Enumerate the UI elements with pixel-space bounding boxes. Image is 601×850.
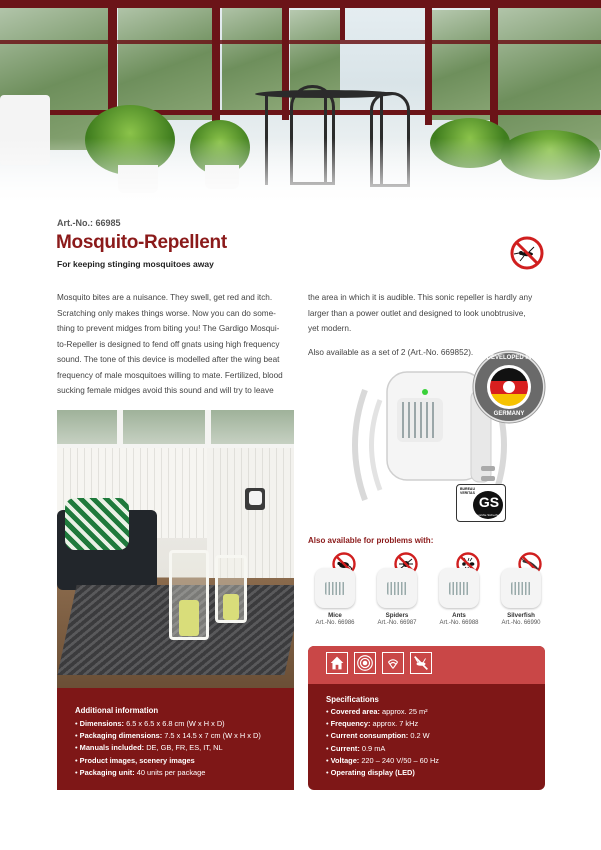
list-item: • Covered area: approx. 25 m²	[326, 707, 428, 716]
no-mosquito-icon	[410, 652, 432, 674]
also-available-heading: Also available for problems with:	[308, 536, 434, 545]
list-item: • Frequency: approx. 7 kHz	[326, 719, 419, 729]
cushion	[65, 498, 129, 550]
list-item: • Packaging unit: 40 units per package	[75, 767, 206, 777]
house-icon	[326, 652, 348, 674]
set-availability-note: Also available as a set of 2 (Art.-No. 669852).	[308, 348, 474, 357]
specifications-list	[326, 706, 439, 779]
list-item: • Packaging dimensions: 7.5 x 14.5 x 7 cm (W x H x D)	[75, 731, 261, 741]
feature-icon-bar	[308, 646, 545, 684]
list-item: • Current consumption: 0.2 W	[326, 731, 430, 741]
list-item: • Current: 0.9 mA	[326, 743, 386, 753]
related-product-ants[interactable]: Ants Art.-No. 66988	[432, 552, 486, 626]
no-mosquito-icon	[510, 236, 544, 270]
specifications-heading: Specifications	[326, 695, 379, 704]
specifications-box	[308, 646, 545, 790]
description-left: Mosquito bites are a nuisance. They swell, get red and itch. Scratching only makes things worse. Now you can do some- thing to prevent midges from biting you! The Gardigo Mosqui- to-Repeller is designed to fend off gnats using high frequency sound. The tone of this device is modelled after the wing beat frequency of male mosquitoes willing to mate. Fertilized, blood sucking female midges avoid this sound and will try to leave	[57, 293, 283, 395]
list-item: • Voltage: 220 – 240 V/50 – 60 Hz	[326, 755, 439, 765]
related-product-mice[interactable]: Mice Art.-No. 66986	[308, 552, 362, 626]
led-indicator	[422, 389, 428, 395]
list-item: • Product images, scenery images	[75, 755, 195, 765]
sound-waves-icon	[354, 652, 376, 674]
list-item: • Operating display (LED)	[326, 768, 415, 778]
description-right: the area in which it is audible. This sonic repeller is hardly any larger than a power outlet and designed to look unobtrusive, yet modern.	[308, 293, 533, 333]
developed-in-germany-badge: DEVELOPED IN GERMANY	[472, 350, 546, 424]
speaker-grill	[397, 398, 443, 442]
gs-certification-badge: BUREAU VERITAS GS geprüfte Sicherheit	[456, 484, 506, 522]
list-item: • Dimensions: 6.5 x 6.5 x 6.8 cm (W x H x D)	[75, 719, 225, 728]
page-subtitle: For keeping stinging mosquitoes away	[57, 259, 214, 269]
list-item: • Manuals included: DE, GB, FR, ES, IT, NL	[75, 743, 223, 753]
room-scene-photo	[57, 410, 294, 688]
related-product-silverfish[interactable]: Silverfish Art.-No. 66990	[494, 552, 548, 626]
page-title: Mosquito-Repellent	[56, 232, 227, 253]
related-product-spiders[interactable]: Spiders Art.-No. 66987	[370, 552, 424, 626]
cone-wave-icon	[382, 652, 404, 674]
additional-info-heading: Additional information	[75, 706, 159, 715]
additional-info-list	[75, 718, 261, 779]
additional-info-box	[57, 688, 294, 790]
article-number: Art.-No.: 66985	[57, 218, 121, 228]
hero-conservatory-photo	[0, 0, 601, 208]
